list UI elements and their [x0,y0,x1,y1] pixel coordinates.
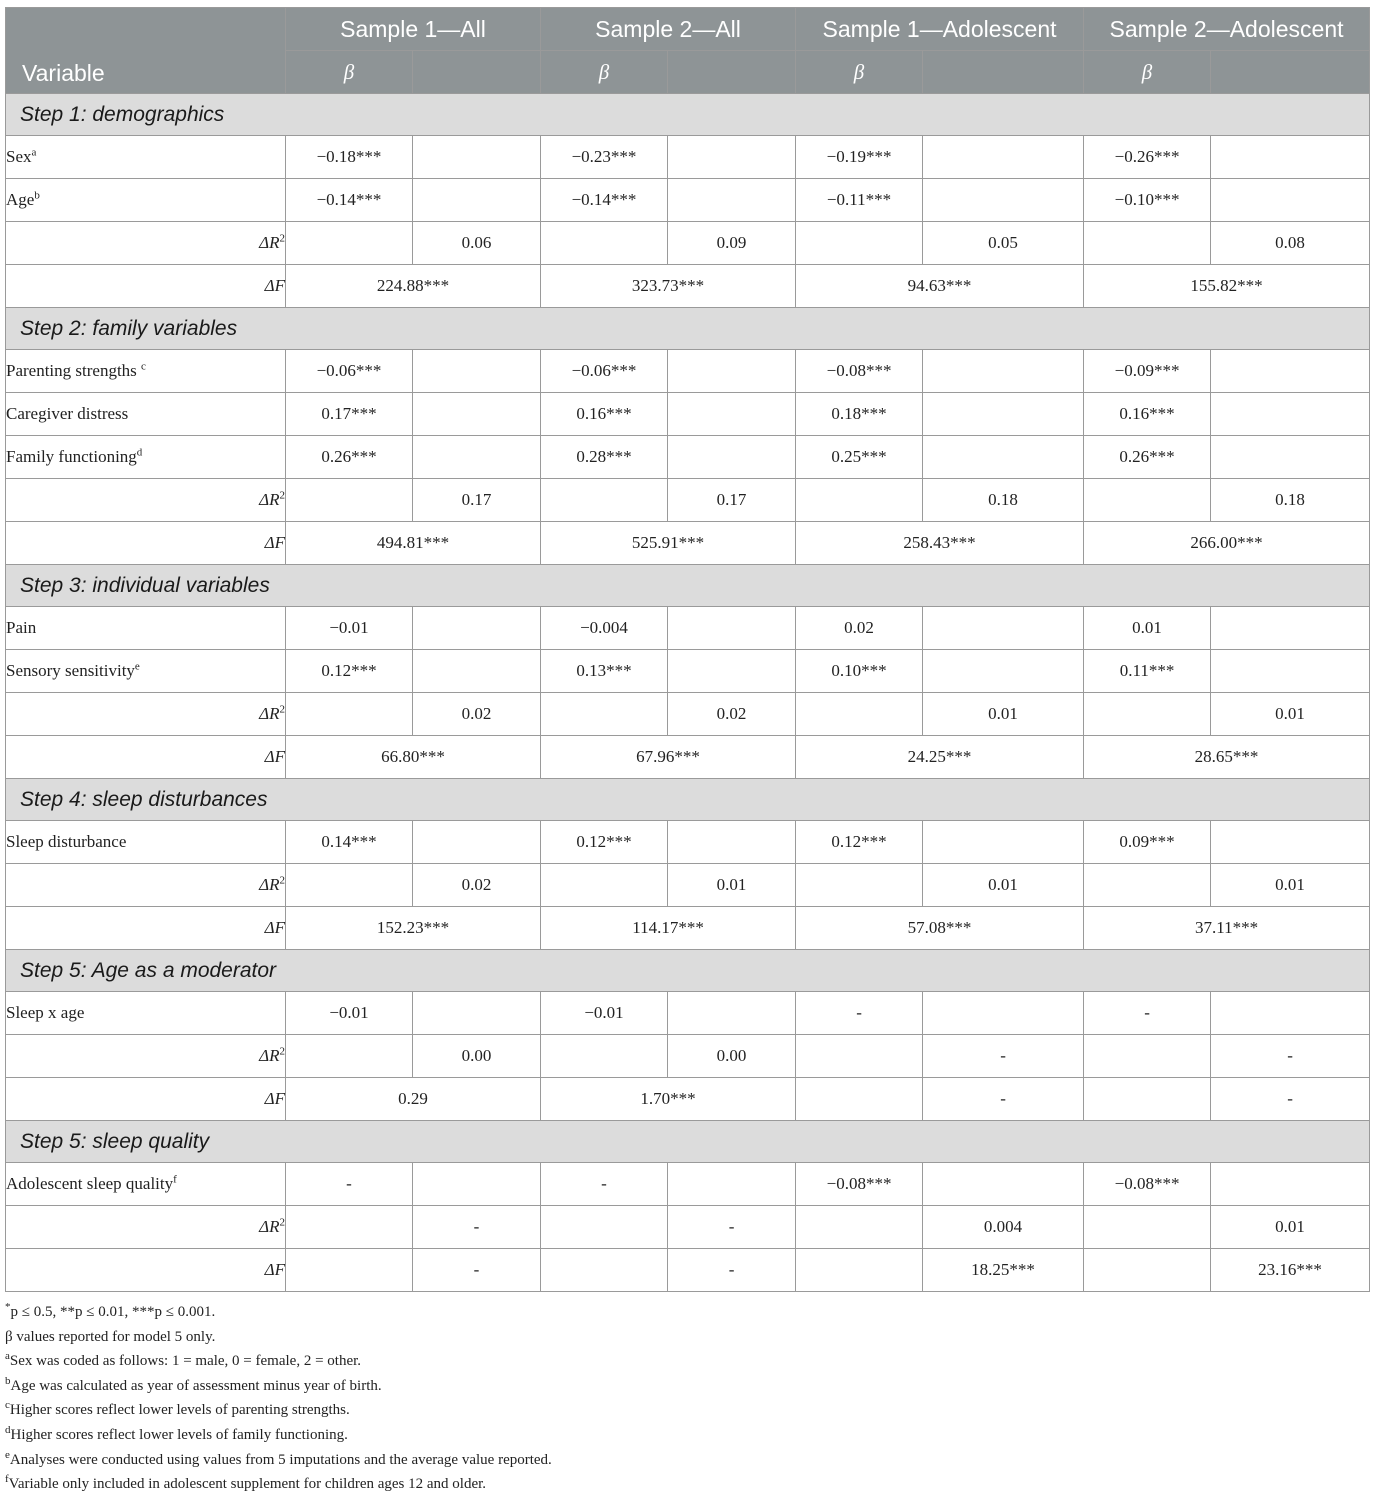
table-footnotes [5,1300,1369,1497]
footnote-marker: e [134,660,140,673]
empty-cell [796,1206,923,1249]
delta-f-label [6,1078,286,1121]
delta-r2-value: 0.02 [668,693,796,736]
empty-cell [668,179,796,222]
empty-header-cell [413,51,541,94]
variable-label [6,1163,286,1206]
delta-r2-label [6,693,286,736]
delta-r2-text: ΔR [259,1217,280,1236]
empty-cell [923,179,1084,222]
variable-column-header: Variable [6,8,286,94]
empty-cell [668,350,796,393]
delta-r2-row [6,1206,1370,1249]
delta-r2-row [6,864,1370,907]
delta-r2-text: ΔR [259,704,280,723]
empty-cell [668,393,796,436]
empty-cell [541,1206,668,1249]
delta-f-value: - [413,1249,541,1292]
table-row [6,436,1370,479]
delta-r2-label [6,1035,286,1078]
beta-value: 0.17*** [286,393,413,436]
delta-r2-text: ΔR [259,490,280,509]
beta-value: 0.10*** [796,650,923,693]
footnote-marker: a [31,146,37,159]
beta-value: −0.18*** [286,136,413,179]
empty-cell [668,1163,796,1206]
empty-cell [413,436,541,479]
beta-header: β [1084,51,1211,94]
header-row-groups [6,8,1370,51]
variable-label [6,650,286,693]
beta-value: 0.01 [1084,607,1211,650]
delta-f-label [6,1249,286,1292]
footnote-marker: f [5,1473,9,1486]
empty-cell [286,864,413,907]
empty-cell [1084,479,1211,522]
empty-cell [1211,436,1370,479]
table-row [6,821,1370,864]
delta-r2-row [6,693,1370,736]
step-section-row [6,1121,1370,1163]
variable-label [6,436,286,479]
beta-value: −0.004 [541,607,668,650]
delta-r2-text: ΔR [259,875,280,894]
beta-value: 0.09*** [1084,821,1211,864]
empty-cell [796,693,923,736]
footnote [5,1325,1369,1350]
delta-f-row [6,522,1370,565]
empty-cell [668,650,796,693]
empty-cell [413,821,541,864]
empty-cell [541,864,668,907]
empty-cell [1084,693,1211,736]
empty-cell [413,992,541,1035]
delta-f-row [6,907,1370,950]
beta-header: β [796,51,923,94]
delta-f-value: 24.25*** [796,736,1084,779]
delta-f-row [6,265,1370,308]
footnote-text: Variable only included in adolescent supplement for children ages 12 and older. [8,1476,487,1493]
delta-r2-text: ΔR [259,1046,280,1065]
variable-name: Parenting strengths [6,361,142,380]
empty-cell [923,650,1084,693]
delta-f-value: 23.16*** [1211,1249,1370,1292]
footnote [5,1448,1369,1473]
beta-value: - [796,992,923,1035]
empty-cell [541,1249,668,1292]
delta-f-text: ΔF [264,1260,285,1279]
footnote-text: Sex was coded as follows: 1 = male, 0 = female, 2 = other. [9,1353,362,1370]
beta-value: −0.11*** [796,179,923,222]
empty-header-cell [923,51,1084,94]
beta-value: −0.10*** [1084,179,1211,222]
delta-f-label [6,736,286,779]
empty-cell [1211,350,1370,393]
empty-cell [923,436,1084,479]
variable-name: Age [6,190,35,209]
delta-r2-value: 0.004 [923,1206,1084,1249]
delta-r2-value: 0.02 [413,864,541,907]
superscript-2: 2 [279,489,285,502]
delta-r2-text: ΔR [259,233,280,252]
beta-value: 0.25*** [796,436,923,479]
beta-value: −0.09*** [1084,350,1211,393]
empty-header-cell [1211,51,1370,94]
empty-cell [1084,1035,1211,1078]
beta-value: −0.01 [286,992,413,1035]
beta-value: −0.26*** [1084,136,1211,179]
empty-cell [541,693,668,736]
empty-cell [1084,1249,1211,1292]
delta-f-value: 67.96*** [541,736,796,779]
step-title: Step 5: Age as a moderator [6,950,1370,992]
delta-f-text: ΔF [264,747,285,766]
beta-value: 0.02 [796,607,923,650]
delta-r2-value: 0.05 [923,222,1084,265]
beta-header: β [541,51,668,94]
delta-r2-value: 0.08 [1211,222,1370,265]
empty-cell [668,136,796,179]
footnote-marker: f [173,1173,177,1186]
empty-cell [1211,992,1370,1035]
delta-r2-value: 0.01 [1211,864,1370,907]
delta-f-text: ΔF [264,1089,285,1108]
empty-cell [1084,1078,1211,1121]
beta-value: −0.08*** [796,1163,923,1206]
table-row [6,393,1370,436]
delta-r2-row [6,1035,1370,1078]
delta-r2-value: 0.17 [668,479,796,522]
empty-cell [541,479,668,522]
beta-value: 0.14*** [286,821,413,864]
step-section-row [6,779,1370,821]
variable-name: Caregiver distress [6,404,129,423]
delta-f-value: 266.00*** [1084,522,1370,565]
footnote-text: Analyses were conducted using values from 5 imputations and the average value reported. [9,1451,552,1468]
empty-cell [923,393,1084,436]
delta-r2-value: 0.09 [668,222,796,265]
delta-f-value: 155.82*** [1084,265,1370,308]
variable-name: Sleep x age [6,1003,85,1022]
empty-cell [413,350,541,393]
delta-r2-value: 0.01 [668,864,796,907]
delta-f-value: 37.11*** [1084,907,1370,950]
delta-r2-label [6,1206,286,1249]
footnote-text: Higher scores reflect lower levels of family functioning. [10,1426,348,1443]
beta-value: 0.12*** [286,650,413,693]
delta-r2-value: 0.01 [1211,1206,1370,1249]
beta-value: −0.06*** [286,350,413,393]
delta-f-row [6,1249,1370,1292]
footnote-marker: * [5,1301,11,1313]
delta-f-value: 0.29 [286,1078,541,1121]
delta-r2-value: - [413,1206,541,1249]
variable-name: Adolescent sleep quality [6,1174,174,1193]
variable-name: Pain [6,618,37,637]
footnote [5,1398,1369,1423]
footnote-marker: d [136,446,143,459]
beta-value: 0.12*** [541,821,668,864]
empty-cell [541,1035,668,1078]
beta-value: −0.14*** [541,179,668,222]
empty-cell [923,821,1084,864]
empty-cell [796,864,923,907]
empty-cell [286,222,413,265]
delta-f-value: 152.23*** [286,907,541,950]
empty-cell [1211,650,1370,693]
regression-table-container [5,7,1369,1497]
delta-r2-value: - [668,1206,796,1249]
empty-cell [923,992,1084,1035]
empty-cell [796,479,923,522]
delta-f-label [6,907,286,950]
delta-r2-value: - [923,1035,1084,1078]
empty-cell [923,350,1084,393]
empty-cell [1211,136,1370,179]
beta-value: 0.18*** [796,393,923,436]
table-row [6,650,1370,693]
superscript-2: 2 [279,1216,285,1229]
delta-f-text: ΔF [264,276,285,295]
beta-value: −0.01 [541,992,668,1035]
beta-value: 0.11*** [1084,650,1211,693]
regression-table [5,7,1370,1292]
beta-value: −0.23*** [541,136,668,179]
delta-r2-row [6,479,1370,522]
delta-f-text: ΔF [264,918,285,937]
delta-r2-value: 0.06 [413,222,541,265]
empty-cell [413,393,541,436]
delta-f-value: 323.73*** [541,265,796,308]
superscript-2: 2 [279,232,285,245]
delta-f-value: - [668,1249,796,1292]
beta-value: 0.26*** [1084,436,1211,479]
delta-f-text: ΔF [264,533,285,552]
delta-f-value: 224.88*** [286,265,541,308]
delta-r2-value: 0.00 [413,1035,541,1078]
delta-r2-value: 0.17 [413,479,541,522]
beta-value: 0.16*** [1084,393,1211,436]
empty-cell [1211,1163,1370,1206]
footnote [5,1472,1369,1497]
empty-cell [286,1206,413,1249]
empty-cell [286,1249,413,1292]
step-title: Step 2: family variables [6,308,1370,350]
variable-label [6,821,286,864]
superscript-2: 2 [279,703,285,716]
beta-value: −0.06*** [541,350,668,393]
beta-value: 0.12*** [796,821,923,864]
delta-f-value: 57.08*** [796,907,1084,950]
variable-name: Sleep disturbance [6,832,127,851]
empty-cell [668,992,796,1035]
delta-r2-value: 0.01 [923,693,1084,736]
empty-cell [413,179,541,222]
empty-cell [1084,864,1211,907]
variable-label [6,179,286,222]
beta-value: - [541,1163,668,1206]
delta-r2-value: 0.00 [668,1035,796,1078]
delta-f-value: - [923,1078,1084,1121]
empty-cell [668,436,796,479]
delta-f-value: 525.91*** [541,522,796,565]
empty-cell [1084,222,1211,265]
empty-cell [796,1078,923,1121]
delta-f-row [6,736,1370,779]
table-row [6,1163,1370,1206]
beta-value: −0.01 [286,607,413,650]
footnote-marker: c [141,360,146,373]
beta-header: β [286,51,413,94]
variable-name: Family functioning [6,447,137,466]
empty-cell [286,1035,413,1078]
empty-cell [1211,393,1370,436]
step-title: Step 4: sleep disturbances [6,779,1370,821]
empty-header-cell [668,51,796,94]
empty-cell [541,222,668,265]
group-header-sample1-adolescent: Sample 1—Adolescent [796,8,1084,51]
table-row [6,350,1370,393]
delta-f-value: 18.25*** [923,1249,1084,1292]
delta-f-row [6,1078,1370,1121]
variable-label [6,607,286,650]
beta-value: 0.26*** [286,436,413,479]
beta-value: 0.28*** [541,436,668,479]
footnote-marker: b [34,189,40,202]
footnote-text: β values reported for model 5 only. [5,1328,216,1345]
table-body [6,94,1370,1292]
delta-f-value: 494.81*** [286,522,541,565]
delta-r2-label [6,864,286,907]
footnote-text: Age was calculated as year of assessment minus year of birth. [10,1377,382,1394]
empty-cell [413,1163,541,1206]
empty-cell [796,1035,923,1078]
empty-cell [923,136,1084,179]
empty-cell [668,821,796,864]
superscript-2: 2 [279,1045,285,1058]
delta-r2-row [6,222,1370,265]
footnote-text: Higher scores reflect lower levels of parenting strengths. [9,1402,350,1419]
variable-name: Sensory sensitivity [6,661,135,680]
footnote [5,1423,1369,1448]
delta-r2-value: - [1211,1035,1370,1078]
beta-value: 0.16*** [541,393,668,436]
beta-value: −0.19*** [796,136,923,179]
footnote [5,1349,1369,1374]
table-row [6,179,1370,222]
delta-f-value: 94.63*** [796,265,1084,308]
delta-f-value: 258.43*** [796,522,1084,565]
delta-f-value: 66.80*** [286,736,541,779]
delta-f-value: 1.70*** [541,1078,796,1121]
table-row [6,136,1370,179]
empty-cell [1211,179,1370,222]
delta-r2-value: 0.01 [923,864,1084,907]
delta-r2-value: 0.18 [1211,479,1370,522]
empty-cell [923,1163,1084,1206]
footnote-marker: a [5,1350,10,1363]
beta-value: - [1084,992,1211,1035]
footnote-marker: c [5,1399,10,1412]
empty-cell [796,222,923,265]
empty-cell [1211,821,1370,864]
footnote-marker: b [5,1374,11,1387]
step-section-row [6,565,1370,607]
footnote-marker: d [5,1423,11,1436]
delta-f-value: 28.65*** [1084,736,1370,779]
empty-cell [413,136,541,179]
delta-f-label [6,265,286,308]
footnote-text: p ≤ 0.5, **p ≤ 0.01, ***p ≤ 0.001. [10,1304,216,1320]
empty-cell [1211,607,1370,650]
step-section-row [6,950,1370,992]
table-row [6,607,1370,650]
variable-label [6,136,286,179]
step-title: Step 5: sleep quality [6,1121,1370,1163]
group-header-sample1-all: Sample 1—All [286,8,541,51]
superscript-2: 2 [279,874,285,887]
delta-r2-label [6,479,286,522]
delta-f-value: 114.17*** [541,907,796,950]
empty-cell [413,607,541,650]
empty-cell [796,1249,923,1292]
variable-label [6,393,286,436]
empty-cell [413,650,541,693]
delta-r2-value: 0.18 [923,479,1084,522]
delta-r2-value: 0.02 [413,693,541,736]
variable-name: Sex [6,147,32,166]
delta-r2-value: 0.01 [1211,693,1370,736]
step-title: Step 3: individual variables [6,565,1370,607]
footnote-marker: e [5,1448,10,1461]
step-section-row [6,308,1370,350]
empty-cell [286,479,413,522]
delta-f-value: - [1211,1078,1370,1121]
footnote [5,1300,1369,1325]
beta-value: −0.08*** [796,350,923,393]
group-header-sample2-adolescent: Sample 2—Adolescent [1084,8,1370,51]
empty-cell [923,607,1084,650]
beta-value: 0.13*** [541,650,668,693]
group-header-sample2-all: Sample 2—All [541,8,796,51]
empty-cell [1084,1206,1211,1249]
footnote [5,1374,1369,1399]
variable-label [6,992,286,1035]
step-title: Step 1: demographics [6,94,1370,136]
step-section-row [6,94,1370,136]
beta-value: - [286,1163,413,1206]
empty-cell [286,693,413,736]
delta-f-label [6,522,286,565]
table-row [6,992,1370,1035]
empty-cell [668,607,796,650]
delta-r2-label [6,222,286,265]
variable-label [6,350,286,393]
beta-value: −0.08*** [1084,1163,1211,1206]
beta-value: −0.14*** [286,179,413,222]
